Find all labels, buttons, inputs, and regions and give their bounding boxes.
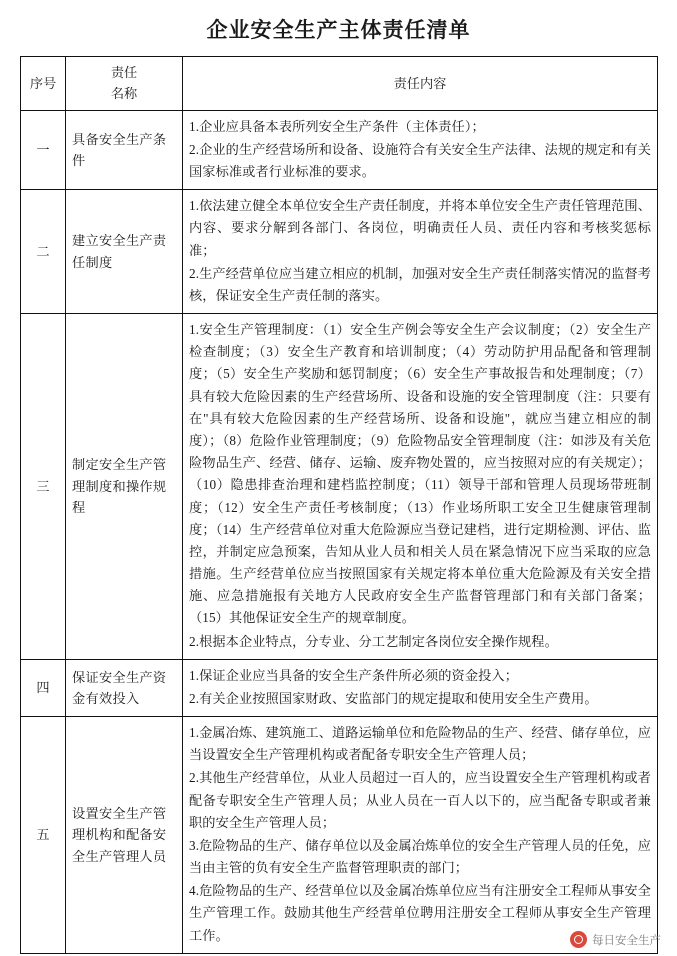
responsibility-table: [20, 56, 658, 954]
content-item: 2.生产经营单位应当建立相应的机制，加强对安全生产责任制落实情况的监督考核，保证安全生产责任制的落实。: [189, 265, 651, 303]
column-header-name: [66, 57, 183, 111]
content-item: 3.危险物品的生产、储存单位以及金属冶炼单位的安全生产管理人员的任免，应当由主管的负有安全生产监督管理职责的部门；: [189, 837, 651, 876]
table-row: [21, 110, 658, 190]
row-name: 具备安全生产条件: [66, 110, 183, 190]
content-item: 1.保证企业应当具备的安全生产条件所必须的资金投入；: [189, 667, 518, 683]
row-content: [183, 110, 658, 190]
row-content: [183, 659, 658, 716]
table-header-row: [21, 57, 658, 111]
table-row: [21, 659, 658, 716]
column-header-name-line2: 名称: [110, 86, 138, 102]
page-title: 企业安全生产主体责任清单: [206, 18, 471, 42]
content-item: 1.企业应具备本表所列安全生产条件（主体责任）；: [189, 118, 485, 134]
circle-logo-icon: [570, 931, 587, 948]
content-item: 4.危险物品的生产、经营单位以及金属冶炼单位应当有注册安全工程师从事安全生产管理工作。鼓励其他生产经营单位聘用注册安全工程师从事安全生产管理工作。: [189, 883, 651, 943]
row-name: 设置安全生产管理机构和配备安全生产管理人员: [66, 717, 183, 954]
row-content: [183, 717, 658, 954]
table-row: [21, 717, 658, 954]
watermark: [570, 931, 661, 948]
watermark-label: 每日安全生产: [592, 934, 661, 947]
row-no: 一: [21, 110, 66, 190]
column-header-content: 责任内容: [183, 57, 658, 111]
table-row: [21, 314, 658, 660]
table-header: [21, 57, 658, 111]
content-item: 2.根据本企业特点，分专业、分工艺制定各岗位安全操作规程。: [189, 633, 558, 649]
row-no: 五: [21, 717, 66, 954]
row-content: [183, 190, 658, 314]
content-item: 1.依法建立健全本单位安全生产责任制度，并将本单位安全生产责任管理范围、内容、要求分解到各部门、各岗位，明确责任人员、责任内容和考核奖惩标准；: [189, 198, 651, 258]
row-no: 三: [21, 314, 66, 660]
content-item: 1.金属冶炼、建筑施工、道路运输单位和危险物品的生产、经营、储存单位，应当设置安全生产管理机构或者配备专职安全生产管理人员；: [189, 725, 651, 763]
row-name: 建立安全生产责任制度: [66, 190, 183, 314]
row-name: 保证安全生产资金有效投入: [66, 659, 183, 716]
content-item: 2.有关企业按照国家财政、安监部门的规定提取和使用安全生产费用。: [189, 690, 598, 706]
content-item: 2.企业的生产经营场所和设备、设施符合有关安全生产法律、法规的规定和有关国家标准或者行业标准的要求。: [189, 141, 651, 180]
row-name: 制定安全生产管理制度和操作规程: [66, 314, 183, 660]
table-body: [21, 110, 658, 953]
row-no: 四: [21, 659, 66, 716]
column-header-no: 序号: [21, 57, 66, 111]
content-item: 2.其他生产经营单位，从业人员超过一百人的，应当设置安全生产管理机构或者配备专职安全生产管理人员；从业人员在一百人以下的，应当配备专职或者兼职的安全生产管理人员；: [189, 770, 651, 830]
row-content: [183, 314, 658, 660]
row-no: 二: [21, 190, 66, 314]
table-row: [21, 190, 658, 314]
column-header-name-line1: 责任: [110, 65, 138, 80]
content-item: 1.安全生产管理制度：（1）安全生产例会等安全生产会议制度；（2）安全生产检查制度；（3）安全生产教育和培训制度；（4）劳动防护用品配备和管理制度；（5）安全生产奖励和惩罚制度；（6）安全生产事故报告和处理制度；（7）具有较大危险因素的生产经营场所、设备和设施的安全管理制度（注：只要有在"具有较大危险因素的生产经营场所、设备和设施"，就应当建立相应的制度）；（8）危险作业管理制度；（9）危险物品安全管理制度（注：如涉及有关危险物品生产、经营、储存、运输、废弃物处置的，应当按照对应的有关规定）；（10）隐患排查治理和建档监控制度；（11）领导干部和管理人员现场带班制度；（12）安全生产责任考核制度；（13）作业场所职工安全卫生健康管理制度；（14）生产经营单位对重大危险源应当登记建档，进行定期检测、评估、监控，并制定应急预案，告知从业人员和相关人员在紧急情况下应当采取的应急措施。生产经营单位应当按照国家有关规定将本单位重大危险源及有关安全措施、应急措施报有关地方人民政府安全生产监督管理部门和有关部门备案；（15）其他保证安全生产的规章制度。: [189, 322, 651, 626]
